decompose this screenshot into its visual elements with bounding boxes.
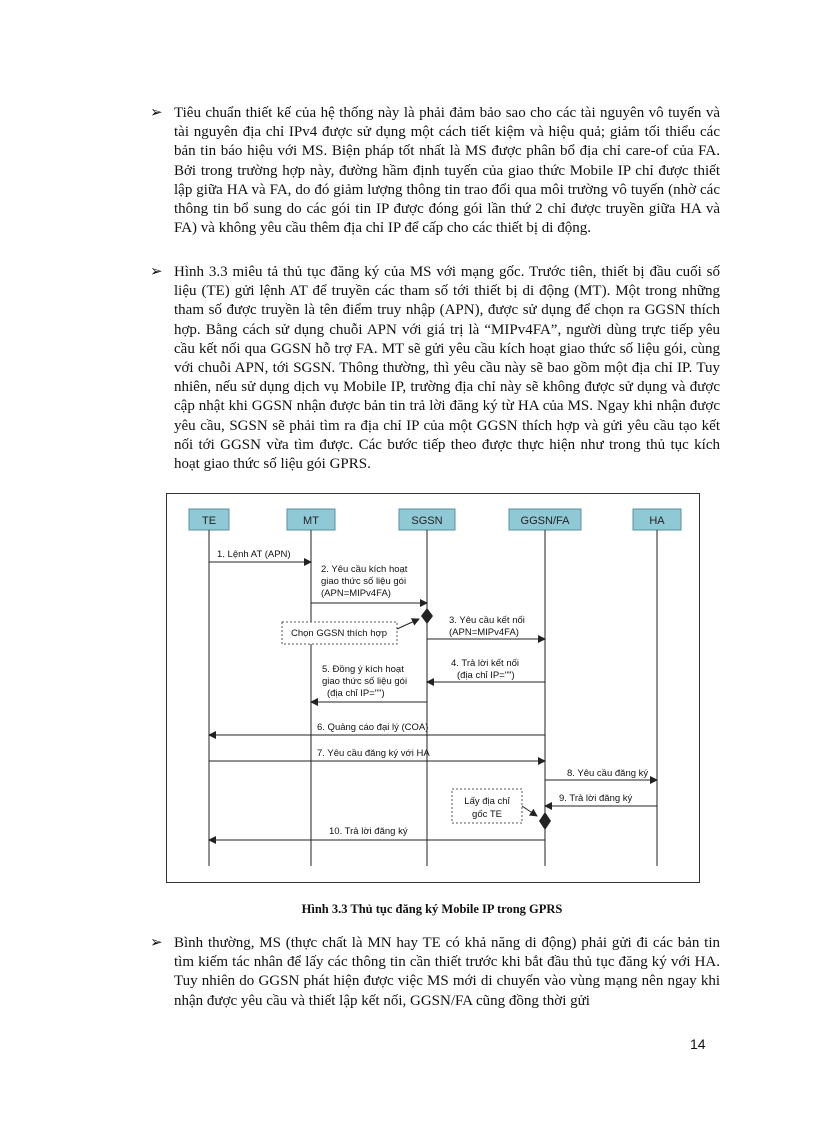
msg-10-label: 10. Trả lời đăng ký [329,826,408,837]
entity-label-ha: HA [649,515,665,527]
paragraph-2 [150,263,720,474]
process-diamond-ggsn [539,812,551,830]
msg-6-label: 6. Quảng cáo đại lý (COA) [317,722,429,733]
paragraph-2-text: Hình 3.3 miêu tả thủ tục đăng ký của MS với mạng gốc. Trước tiên, thiết bị đầu cuối số liệu (TE) gửi lệnh AT để truyền các tham số tới thiết bị di động (MT). Một trong những tham số được truyền là tên điểm truy nhập (APN), được sử dụng để chọn ra GGSN thích hợp. Bằng cách sử dụng chuỗi APN với giá trị là “MIPv4FA”, người dùng trực tiếp yêu cầu kết nối qua GGSN hỗ trợ FA. MT sẽ gửi yêu cầu kích hoạt giao thức số liệu gói, cùng với chuỗi APN, tới SGSN. Thông thường, thì yêu cầu này sẽ bao gồm một địa chỉ IP. Tuy nhiên, nếu sử dụng dịch vụ Mobile IP, trường địa chỉ này sẽ không được sử dụng và được cập nhật khi GGSN nhận được bản tin trả lời đăng ký từ HA của MS. Ngay khi nhận được yêu cầu, SGSN sẽ phải tìm ra địa chỉ IP của một GGSN thích hợp và gửi yêu cầu tạo kết nối tới GGSN vừa tìm được. Các bước tiếp theo được thực hiện như trong thủ tục kích hoạt giao thức số liệu gói GPRS. [174,264,720,473]
sequence-diagram [166,493,700,883]
page-number: 14 [690,1036,706,1052]
entity-label-te: TE [201,515,217,527]
process-diamond-sgsn [421,608,433,624]
msg-7-label: 7. Yêu cầu đăng ký với HA [317,748,430,759]
msg-3-label-line1: 3. Yêu cầu kết nối [449,615,525,626]
note-select-ggsn-pointer [397,619,419,629]
arrow-bullet-icon: ➢ [150,935,163,951]
paragraph-1-text: Tiêu chuẩn thiết kế của hệ thống này là phải đảm bảo sao cho các tài nguyên vô tuyến và tài nguyên địa chỉ IPv4 được sử dụng một cách tiết kiệm và hiệu quả; giảm tối thiểu các bản tin báo hiệu với MS. Biện pháp tốt nhất là MS được phân bổ địa chỉ care-of của FA. Bởi trong trường hợp này, đường hầm định tuyến của giao thức Mobile IP chỉ được thiết lập giữa HA và FA, do đó giảm lượng thông tin trao đổi qua môi trường vô tuyến (nhờ các thông tin bổ sung do các gói tin IP được đóng gói lần thứ 2 chỉ được truyền giữa HA và FA) và không yêu cầu thêm địa chỉ IP để cấp cho các thiết bị di động. [174,105,720,237]
msg-4-label-line1: 4. Trả lời kết nối [451,658,520,669]
figure-caption: Hình 3.3 Thủ tục đăng ký Mobile IP trong GPRS [301,902,563,916]
msg-8-label: 8. Yêu cầu đăng ký [567,768,649,779]
msg-3-label-line2: (APN=MIPv4FA) [449,627,519,638]
msg-2-label-line2: giao thức số liệu gói [321,576,407,587]
entity-label-mt: MT [303,515,319,527]
note-get-home-address-pointer [522,806,537,816]
paragraph-3-text: Bình thường, MS (thực chất là MN hay TE có khả năng di động) phải gửi đi các bản tin tìm kiếm tác nhân để lấy các thông tin cần thiết trước khi bắt đầu thủ tục đăng ký với HA. Tuy nhiên do GGSN phát hiện được việc MS mới di chuyển vào vùng mạng nên ngay khi nhận được yêu cầu và thiết lập kết nối, GGSN/FA cũng đồng thời gửi [174,935,720,1009]
paragraph-1 [150,104,720,238]
msg-5-label-line3: (địa chỉ IP="") [327,688,385,699]
note-get-home-address-line1: Lấy địa chỉ [464,796,510,807]
note-select-ggsn-text: Chọn GGSN thích hợp [291,628,387,639]
paragraph-3 [150,934,720,1011]
msg-5-label-line2: giao thức số liệu gói [322,676,408,687]
note-get-home-address-line2: gốc TE [472,809,502,820]
msg-5-label-line1: 5. Đồng ý kích hoạt [322,664,404,675]
sequence-diagram-svg [167,494,699,882]
entity-label-ggsn-fa: GGSN/FA [520,515,570,527]
arrow-bullet-icon: ➢ [150,105,163,121]
arrow-bullet-icon: ➢ [150,264,163,280]
msg-2-label-line1: 2. Yêu cầu kích hoạt [321,564,408,575]
msg-1-label: 1. Lệnh AT (APN) [217,549,291,560]
msg-2-label-line3: (APN=MIPv4FA) [321,588,391,599]
msg-9-label: 9. Trả lời đăng ký [559,793,633,804]
entity-label-sgsn: SGSN [411,515,443,527]
msg-4-label-line2: (địa chỉ IP="") [457,670,515,681]
